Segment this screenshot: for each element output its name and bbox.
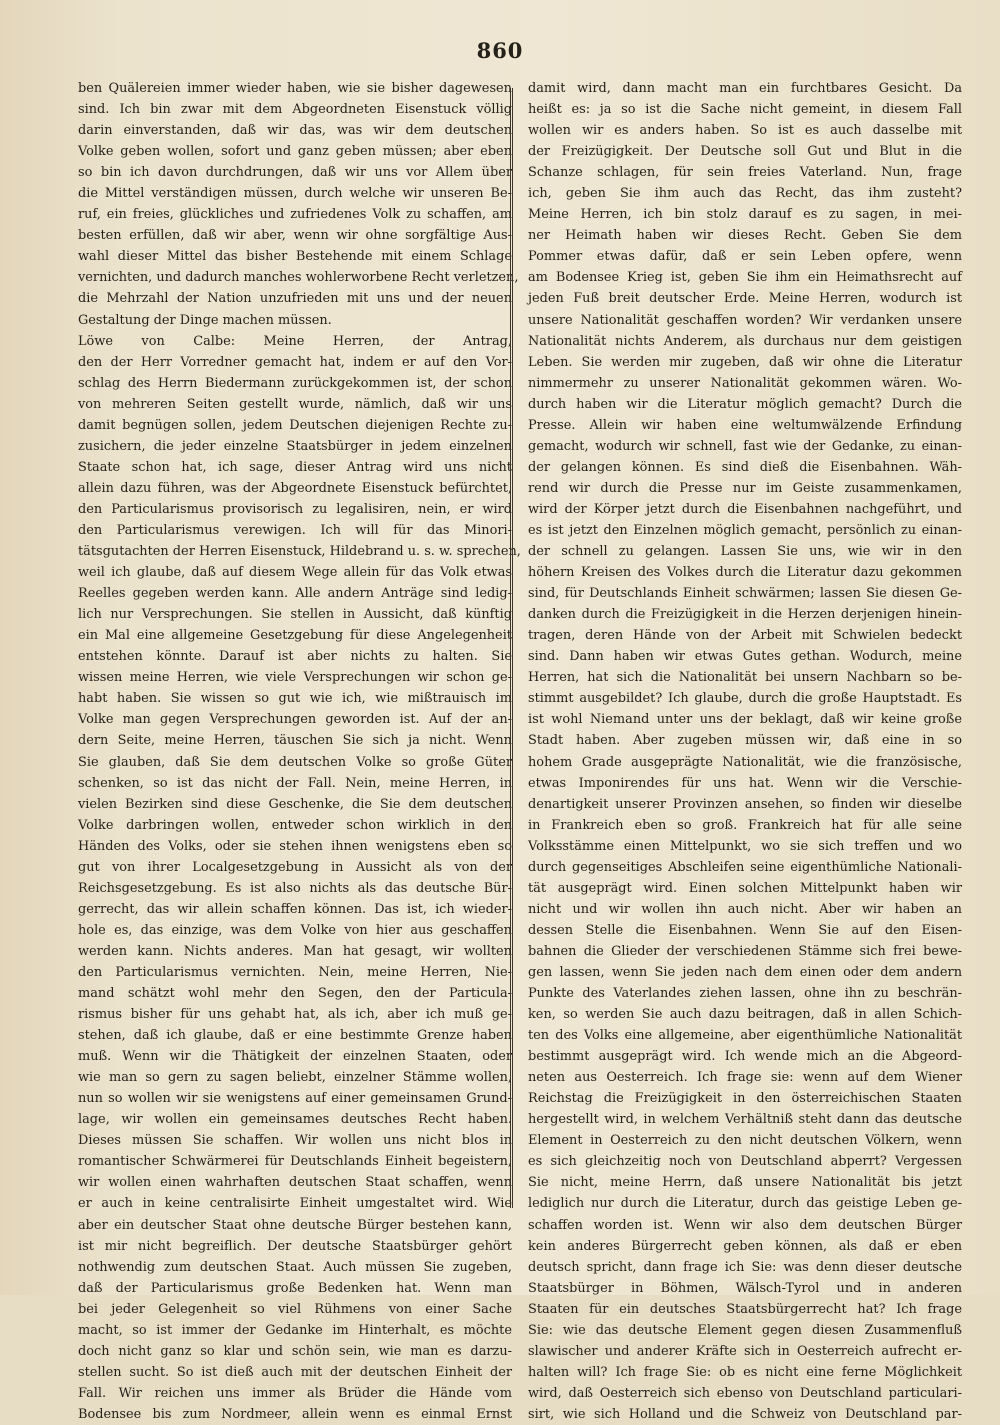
text-line: rismus bisher für uns gehabt hat, als ich, aber ich muß ge-: [78, 1007, 512, 1023]
text-line: gut von ihrer Localgesetzgebung in Aussicht als von der: [78, 859, 512, 875]
text-line: ist wohl Niemand unter uns der beklagt, daß wir keine große: [528, 712, 962, 728]
text-line: Dieses müssen Sie schaffen. Wir wollen uns nicht blos in: [78, 1133, 512, 1149]
text-line: romantischer Schwärmerei für Deutschlands Einheit begeistern,: [78, 1154, 512, 1170]
text-line: hohem Grade ausgeprägte Nationalität, wie die französische,: [528, 754, 962, 770]
text-line: bei jeder Gelegenheit so viel Rühmens von einer Sache: [78, 1301, 512, 1317]
text-line: hergestellt wird, in welchem Verhältniß steht dann das deutsche: [528, 1112, 962, 1128]
text-line: die Mehrzahl der Nation unzufrieden mit uns und der neuen: [78, 291, 512, 307]
text-line: wird, daß Oesterreich sich ebenso von Deutschland particulari-: [528, 1385, 962, 1401]
text-line: Volksstämme einen Mittelpunkt, wo sie sich treffen und wo: [528, 838, 962, 854]
text-line: stehen, daß ich glaube, daß er eine bestimmte Grenze haben: [78, 1028, 512, 1044]
text-line: Nationalität nichts Anderem, als durchaus nur dem geistigen: [528, 333, 962, 349]
text-line: darin einverstanden, daß wir das, was wir dem deutschen: [78, 123, 512, 139]
text-line: höhern Kreisen des Volkes durch die Literatur dazu gekommen: [528, 565, 962, 581]
text-line: wahl dieser Mittel das bisher Bestehende mit einem Schlage: [78, 249, 512, 265]
text-line: lich nur Versprechungen. Sie stellen in Aussicht, daß künftig: [78, 607, 512, 623]
text-line: es sich gleichzeitig noch von Deutschland abperrt? Vergessen: [528, 1154, 962, 1170]
text-line: wird der Körper jetzt durch die Eisenbahnen nachgeführt, und: [528, 501, 962, 517]
text-line: nun so wollen wir sie wenigstens auf einer gemeinsamen Grund-: [78, 1091, 512, 1107]
text-line: vernichten, und dadurch manches wohlerworbene Recht verletzen,: [78, 270, 519, 286]
text-line: gen lassen, wenn Sie jeden nach dem einen oder dem andern: [528, 964, 962, 980]
page-number: 860: [476, 38, 524, 63]
text-line: sind, für Deutschlands Einheit schwärmen; lassen Sie diesen Ge-: [528, 586, 962, 602]
text-line: rend wir durch die Presse nur im Geiste zusammenkamen,: [528, 480, 962, 496]
text-line: Reichstag die Freizügigkeit in den österreichischen Staaten: [528, 1091, 962, 1107]
text-line: jeden Fuß breit deutscher Erde. Meine Herren, wodurch ist: [528, 291, 962, 307]
text-line: Herren, hat sich die Nationalität bei unsern Nachbarn so be-: [528, 670, 962, 686]
text-line: es ist jetzt den Einzelnen möglich gemacht, persönlich zu einan-: [528, 522, 962, 538]
text-line: etwas Imponirendes für uns hat. Wenn wir die Verschie-: [528, 775, 962, 791]
text-line: durch gegenseitiges Abschleifen seine eigenthümliche Nationali-: [528, 859, 962, 875]
text-line: Stadt haben. Aber zugeben müssen wir, daß eine in so: [528, 733, 962, 749]
text-line: der gelangen können. Es sind dieß die Eisenbahnen. Wäh-: [528, 459, 962, 475]
text-line: halten will? Ich frage Sie: ob es nicht eine ferne Möglichkeit: [528, 1364, 962, 1380]
text-line: Händen des Volks, oder sie stehen ihnen wenigstens eben so: [78, 838, 512, 854]
text-line: bahnen die Glieder der verschiedenen Stämme sich frei bewe-: [528, 943, 962, 959]
text-line: ruf, ein freies, glückliches und zufriedenes Volk zu schaffen, am: [78, 207, 512, 223]
text-line: ner Heimath haben wir dieses Recht. Geben Sie dem: [528, 228, 962, 244]
text-line: am Bodensee Krieg ist, geben Sie ihm ein Heimathsrecht auf: [528, 270, 962, 286]
text-line: ten des Volks eine allgemeine, aber eigenthümliche Nationalität: [528, 1028, 962, 1044]
text-line: schlag des Herrn Biedermann zurückgekommen ist, der schon: [78, 375, 512, 391]
text-line: besten erfüllen, daß wir aber, wenn wir ohne sorgfältige Aus-: [78, 228, 512, 244]
text-line: sind. Ich bin zwar mit dem Abgeordneten Eisenstuck völlig: [78, 102, 512, 118]
left-text-column: [78, 78, 521, 1422]
text-line: heißt es: ja so ist die Sache nicht gemeint, in diesem Fall: [528, 102, 962, 118]
text-line: neten aus Oesterreich. Ich frage sie: wenn auf dem Wiener: [528, 1070, 962, 1086]
text-line: wir wollen einen wahrhaften deutschen Staat schaffen, wenn: [78, 1175, 512, 1191]
text-line: ist mir nicht begreiflich. Der deutsche Staatsbürger gehört: [78, 1238, 512, 1254]
text-line: vielen Bezirken sind diese Geschenke, die Sie dem deutschen: [78, 796, 512, 812]
text-line: lediglich nur durch die Literatur, durch das geistige Leben ge-: [528, 1196, 962, 1212]
text-line: nothwendig zum deutschen Staat. Auch müssen Sie zugeben,: [78, 1259, 512, 1275]
text-line: unsere Nationalität geschaffen worden? Wir verdanken unsere: [528, 312, 962, 328]
text-line: den der Herr Vorredner gemacht hat, indem er auf den Vor-: [78, 354, 512, 370]
text-line: Sie nicht, meine Herrn, daß unsere Nationalität bis jetzt: [528, 1175, 962, 1191]
text-line: gemacht, wodurch wir schnell, fast wie der Gedanke, zu einan-: [528, 438, 962, 454]
text-line: Volke geben wollen, sofort und ganz geben müssen; aber eben: [78, 144, 512, 160]
text-line: Reelles gegeben werden kann. Alle andern Anträge sind ledig-: [78, 586, 512, 602]
right-text-column: [528, 78, 962, 1422]
text-line: werden kann. Nichts anderes. Man hat gesagt, wir wollten: [78, 943, 512, 959]
text-line: nicht und wir wollen ihn auch nicht. Aber wir haben an: [528, 901, 962, 917]
text-line: stellen sucht. So ist dieß auch mit der deutschen Einheit der: [78, 1364, 512, 1380]
text-line: Löwe von Calbe: Meine Herren, der Antrag,: [78, 333, 512, 349]
text-line: wollen wir es anders haben. So ist es auch dasselbe mit: [528, 123, 962, 139]
text-line: Fall. Wir reichen uns immer als Brüder die Hände vom: [78, 1385, 512, 1401]
text-line: damit begnügen sollen, jedem Deutschen diejenigen Rechte zu-: [78, 417, 512, 433]
column-divider: [510, 88, 513, 1208]
text-line: die Mittel verständigen müssen, durch welche wir unseren Be-: [78, 186, 512, 202]
text-line: den Particularismus vernichten. Nein, meine Herren, Nie-: [78, 964, 512, 980]
text-line: ben Quälereien immer wieder haben, wie sie bisher dagewesen: [78, 81, 512, 96]
text-line: damit wird, dann macht man ein furchtbares Gesicht. Da: [528, 81, 962, 96]
text-line: macht, so ist immer der Gedanke im Hinterhalt, es möchte: [78, 1322, 512, 1338]
text-line: dessen Stelle die Eisenbahnen. Wenn Sie auf den Eisen-: [528, 922, 962, 938]
text-line: denartigkeit unserer Provinzen ansehen, so finden wir dieselbe: [528, 796, 962, 812]
text-line: der schnell zu gelangen. Lassen Sie uns, wie wir in den: [528, 544, 962, 560]
text-line: Presse. Allein wir haben eine weltumwälzende Erfindung: [528, 417, 962, 433]
text-line: ken, so werden Sie auch dazu beitragen, daß in allen Schich-: [528, 1007, 962, 1023]
text-line: kein anderes Bürgerrecht geben können, als daß er eben: [528, 1238, 962, 1254]
text-line: hole es, das einzige, was dem Volke von hier aus geschaffen: [78, 922, 512, 938]
text-line: Punkte des Vaterlandes ziehen lassen, ohne ihn zu beschrän-: [528, 986, 962, 1002]
text-line: wie man so gern zu sagen beliebt, einzelner Stämme wollen,: [78, 1070, 512, 1086]
text-line: Meine Herren, ich bin stolz darauf es zu sagen, in mei-: [528, 207, 962, 223]
text-line: Staate schon hat, ich sage, dieser Antrag wird uns nicht: [78, 459, 512, 475]
text-line: schenken, so ist das nicht der Fall. Nein, meine Herren, in: [78, 775, 512, 791]
text-line: habt haben. Sie wissen so gut wie ich, wie mißtrauisch im: [78, 691, 512, 707]
text-line: weil ich glaube, daß auf diesem Wege allein für das Volk etwas: [78, 565, 512, 581]
text-line: so bin ich davon durchdrungen, daß wir uns vor Allem über: [78, 165, 512, 181]
text-line: sind. Dann haben wir etwas Gutes gethan. Wodurch, meine: [528, 649, 962, 665]
text-line: wissen meine Herren, wie viele Versprechungen wir schon ge-: [78, 670, 512, 686]
text-line: lage, wir wollen ein gemeinsames deutsches Recht haben.: [78, 1112, 512, 1128]
text-line: der Freizügigkeit. Der Deutsche soll Gut und Blut in die: [528, 144, 962, 160]
text-line: stimmt ausgebildet? Ich glaube, durch die große Hauptstadt. Es: [528, 691, 962, 707]
text-line: ein Mal eine allgemeine Gesetzgebung für diese Angelegenheit: [78, 628, 512, 644]
text-line: ich, geben Sie ihm auch das Recht, das ihm zusteht?: [528, 186, 962, 202]
text-line: sirt, wie sich Holland und die Schweiz von Deutschland par-: [528, 1406, 962, 1422]
text-line: Volke man gegen Versprechungen geworden ist. Auf der an-: [78, 712, 512, 728]
text-line: danken durch die Freizügigkeit in die Herzen derjenigen hinein-: [528, 607, 962, 623]
text-line: deutsch spricht, dann frage ich Sie: was denn dieser deutsche: [528, 1259, 962, 1275]
text-line: muß. Wenn wir die Thätigkeit der einzelnen Staaten, oder: [78, 1049, 512, 1065]
text-line: von mehreren Seiten gestellt wurde, nämlich, daß wir uns: [78, 396, 512, 412]
text-line: tät ausgeprägt wird. Einen solchen Mittelpunkt haben wir: [528, 880, 962, 896]
text-line: aber ein deutscher Staat ohne deutsche Bürger bestehen kann,: [78, 1217, 512, 1233]
text-line: Sie: wie das deutsche Element gegen diesen Zusammenfluß: [528, 1322, 962, 1338]
text-line: tragen, deren Hände von der Arbeit mit Schwielen bedeckt: [528, 628, 962, 644]
text-line: bestimmt ausgeprägt wird. Ich wende mich an die Abgeord-: [528, 1049, 962, 1065]
text-line: Staatsbürger in Böhmen, Wälsch-Tyrol und in anderen: [528, 1280, 962, 1296]
text-line: doch nicht ganz so klar und schön sein, wie man es darzu-: [78, 1343, 512, 1359]
text-line: slawischer und anderer Kräfte sich in Oesterreich aufrecht er-: [528, 1343, 962, 1359]
text-line: daß der Particularismus große Bedenken hat. Wenn man: [78, 1280, 512, 1296]
text-line: Leben. Sie werden mir zugeben, daß wir ohne die Literatur: [528, 354, 962, 370]
text-line: dern Seite, meine Herren, täuschen Sie sich ja nicht. Wenn: [78, 733, 512, 749]
text-line: tätsgutachten der Herren Eisenstuck, Hildebrand u. s. w. sprechen,: [78, 544, 521, 560]
text-line: Volke darbringen wollen, entweder schon wirklich in den: [78, 817, 512, 833]
text-line: mand schätzt wohl mehr den Segen, den der Particula-: [78, 986, 512, 1002]
text-line: Element in Oesterreich zu den nicht deutschen Völkern, wenn: [528, 1133, 962, 1149]
text-line: zusichern, die jeder einzelne Staatsbürger in jedem einzelnen: [78, 438, 512, 454]
text-line: Sie glauben, daß Sie dem deutschen Volke so große Güter: [78, 754, 512, 770]
text-line: durch haben wir die Literatur möglich gemacht? Durch die: [528, 396, 962, 412]
text-line: den Particularismus verewigen. Ich will für das Minori-: [78, 522, 512, 538]
text-line: entstehen könnte. Darauf ist aber nichts zu halten. Sie: [78, 649, 512, 665]
text-line: Reichsgesetzgebung. Es ist also nichts als das deutsche Bür-: [78, 880, 512, 896]
text-line: gerrecht, das wir allein schaffen können. Das ist, ich wieder-: [78, 901, 512, 917]
text-line: in Frankreich eben so groß. Frankreich hat für alle seine: [528, 817, 962, 833]
text-line: er auch in keine centralisirte Einheit umgestaltet wird. Wie: [78, 1196, 512, 1212]
text-line: den Particularismus provisorisch zu legalisiren, nein, er wird: [78, 501, 512, 517]
text-line: Bodensee bis zum Nordmeer, allein wenn es einmal Ernst: [78, 1406, 512, 1422]
text-line: Pommer etwas dafür, daß er sein Leben opfere, wenn: [528, 249, 962, 265]
text-line: Schanze schlagen, für sein freies Vaterland. Nun, frage: [528, 165, 962, 181]
text-line: Gestaltung der Dinge machen müssen.: [78, 312, 332, 328]
text-line: nimmermehr zu unserer Nationalität gekommen wären. Wo-: [528, 375, 962, 391]
text-line: schaffen worden ist. Wenn wir also dem deutschen Bürger: [528, 1217, 962, 1233]
text-line: allein dazu führen, was der Abgeordnete Eisenstuck befürchtet,: [78, 480, 512, 496]
text-line: Staaten für ein deutsches Staatsbürgerrecht hat? Ich frage: [528, 1301, 962, 1317]
